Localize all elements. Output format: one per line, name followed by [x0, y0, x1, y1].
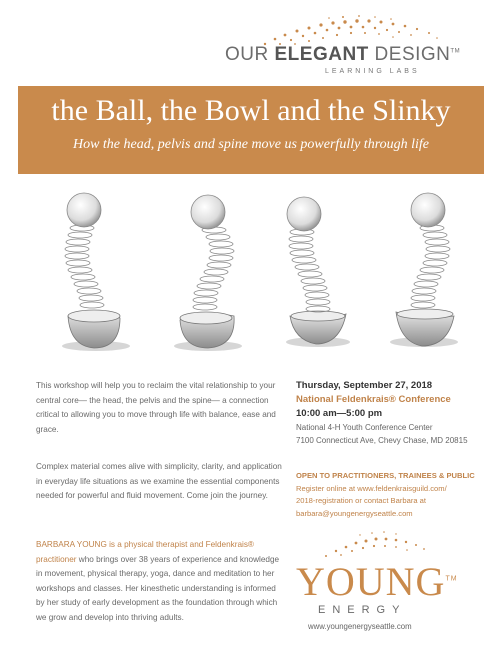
banner-title: the Ball, the Bowl and the Slinky [51, 94, 451, 127]
registration-line-2: 2018-registration or contact Barbara at [296, 496, 427, 505]
description-paragraph: Complex material comes alive with simplicity, clarity, and application in everyday life situations as we examine the essential components needed for powerful and fluid movement. Come join the journey. [36, 462, 282, 500]
contact-email-link[interactable]: barbara@youngenergyseattle.com [296, 508, 413, 518]
event-venue: National 4-H Youth Conference Center [296, 423, 433, 432]
bio-paragraph [36, 538, 286, 625]
logo-word-elegant: ELEGANT [274, 44, 369, 65]
our-elegant-design-logo [225, 14, 485, 84]
logo-subtitle: LEARNING LABS [325, 68, 420, 75]
logo-young: YOUNG™ [296, 559, 458, 604]
figure-1 [62, 193, 130, 351]
ball-slinky-bowl-illustration [28, 188, 478, 358]
website-link[interactable]: www.youngenergyseattle.com [308, 622, 412, 631]
event-address: 7100 Connecticut Ave, Chevy Chase, MD 20815 [296, 436, 468, 445]
title-banner [18, 86, 484, 174]
bio-rest: who brings over 38 years of experience and knowledge in movement, physical therapy, yoga, dance and meditation to her workshops and classes. Her kinesthetic understanding is informed by her study of early development as the foundation through which we grow and develop into thriving adults. [36, 554, 280, 622]
event-time: 10:00 am—5:00 pm [296, 408, 383, 419]
event-details [296, 380, 486, 445]
logo-energy: ENERGY [318, 604, 407, 616]
banner-subtitle: How the head, pelvis and spine move us powerfully through life [72, 137, 430, 152]
figure-2 [174, 195, 242, 351]
young-energy-logo [296, 530, 456, 620]
event-conference: National Feldenkrais® Conference [296, 394, 451, 405]
logo-word-design: DESIGN [368, 44, 451, 65]
intro-paragraph: This workshop will help you to reclaim the vital relationship to your central core— the head, the pelvis and the spine— a connection critical to allowing you to move through life with balance, ease and grace. [36, 381, 276, 434]
bio-lead: BARBARA YOUNG is a physical therapist and Feldenkrais® practitioner [36, 540, 254, 564]
sparkle-arc-icon [296, 530, 456, 560]
logo-word-our: OUR [225, 44, 275, 65]
event-date: Thursday, September 27, 2018 [296, 380, 433, 391]
registration-info [296, 470, 491, 520]
logo-tm-2: TM [445, 575, 458, 583]
logo-tm: TM [450, 48, 461, 55]
registration-heading: OPEN TO PRACTITIONERS, TRAINEES & PUBLIC [296, 471, 475, 480]
logo-wordmark [225, 44, 485, 66]
figure-3 [286, 197, 350, 347]
registration-link[interactable]: Register online at www.feldenkraisguild.com/ [296, 483, 447, 493]
figure-4 [390, 193, 458, 347]
